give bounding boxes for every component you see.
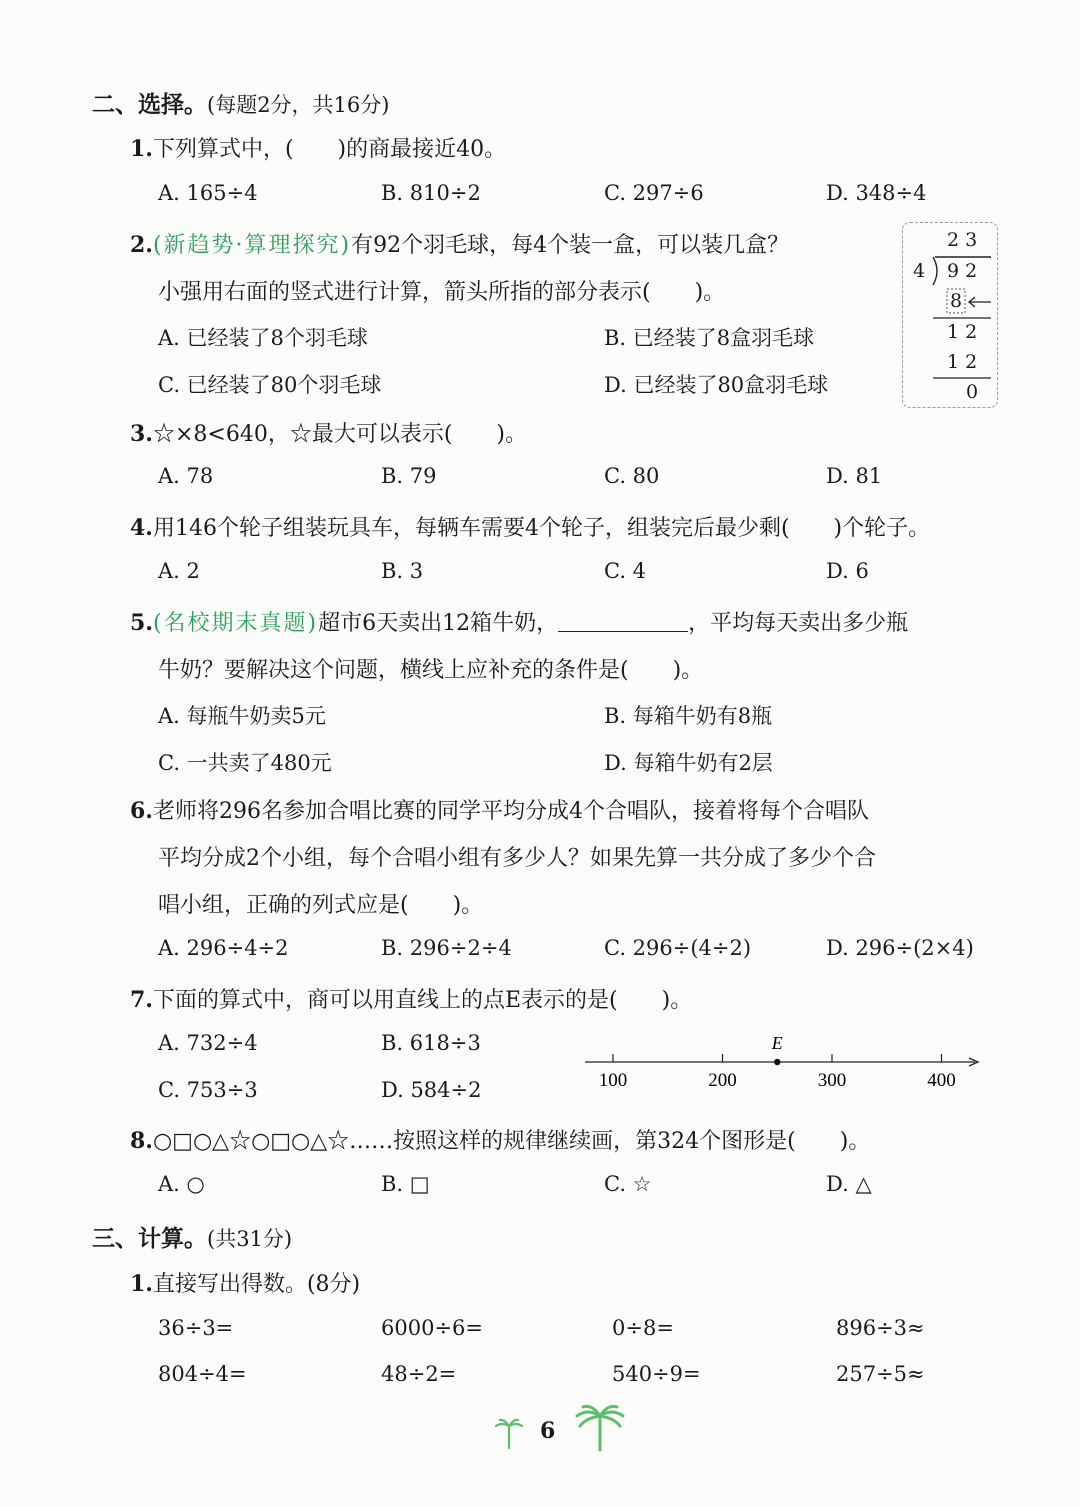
- q1-option-c[interactable]: C. 297÷6: [604, 181, 704, 205]
- division-step-3: 1 2: [947, 351, 978, 373]
- q5-option-b[interactable]: B. 每箱牛奶有8瓶: [604, 704, 773, 728]
- division-lines: [903, 223, 999, 409]
- question-number: 8.: [130, 1128, 153, 1154]
- section-3-header: [92, 1220, 292, 1253]
- q4-option-d[interactable]: D. 6: [826, 559, 869, 583]
- question-4: [130, 511, 930, 542]
- calc-item[interactable]: 540÷9=: [612, 1362, 701, 1386]
- q1-option-d[interactable]: D. 348÷4: [826, 181, 927, 205]
- question-tag: (新趋势·算理探究): [152, 233, 352, 258]
- calc-item[interactable]: 0÷8=: [612, 1316, 674, 1340]
- question-number: 1.: [130, 136, 153, 162]
- question-number: 2.: [130, 232, 153, 258]
- q7-option-c[interactable]: C. 753÷3: [158, 1078, 258, 1102]
- q3-option-c[interactable]: C. 80: [604, 464, 660, 488]
- answer-blank-line[interactable]: [558, 609, 688, 632]
- calc-question-1: [130, 1267, 360, 1298]
- question-text: 老师将296名参加合唱比赛的同学平均分成4个合唱队，接着将每个合唱队: [152, 799, 869, 824]
- long-division-figure: [902, 222, 998, 408]
- q3-option-b[interactable]: B. 79: [381, 464, 437, 488]
- q2-option-b[interactable]: B. 已经装了8盒羽毛球: [604, 326, 815, 350]
- point-e-label: E: [771, 1033, 783, 1053]
- question-text-cont: ，平均每天卖出多少瓶: [688, 611, 909, 636]
- question-text: 用146个轮子组装玩具车，每辆车需要4个轮子，组装完后最少剩( )个轮子。: [152, 516, 931, 541]
- q1-option-b[interactable]: B. 810÷2: [381, 181, 481, 205]
- calc-item[interactable]: 257÷5≈: [836, 1362, 925, 1386]
- question-text: 直接写出得数。(8分): [152, 1272, 361, 1297]
- division-step-2: 1 2: [947, 321, 978, 343]
- section-3-title: 计算。: [138, 1225, 207, 1252]
- q2-option-c[interactable]: C. 已经装了80个羽毛球: [158, 373, 382, 397]
- question-5: [130, 606, 908, 637]
- question-text: ☆×8<640，☆最大可以表示( )。: [152, 422, 527, 447]
- question-6-line-3: 唱小组，正确的列式应是( )。: [158, 893, 484, 918]
- question-text: ○□○△☆○□○△☆……按照这样的规律继续画，第324个图形是( )。: [152, 1129, 871, 1154]
- number-line-tick-label: 300: [817, 1070, 847, 1091]
- question-2: [130, 228, 789, 259]
- point-e-marker: [774, 1059, 780, 1065]
- section-3-note: (共31分): [207, 1227, 293, 1251]
- section-2-note: (每题2分，共16分): [207, 93, 390, 117]
- question-text: 超市6天卖出12箱牛奶，: [318, 611, 559, 636]
- question-8: [130, 1124, 870, 1155]
- page-number: 6: [540, 1418, 556, 1444]
- division-dividend: 9 2: [947, 260, 978, 282]
- calc-item[interactable]: 6000÷6=: [381, 1316, 483, 1340]
- question-3: [130, 417, 527, 448]
- question-2-line-2: 小强用右面的竖式进行计算，箭头所指的部分表示( )。: [158, 280, 726, 305]
- calc-item[interactable]: 36÷3=: [158, 1316, 234, 1340]
- division-remainder: 0: [966, 381, 979, 403]
- q8-option-a[interactable]: A. ○: [158, 1172, 205, 1196]
- question-text: 下面的算式中，商可以用直线上的点E表示的是( )。: [152, 988, 693, 1013]
- division-step-1: 8: [950, 290, 963, 312]
- section-2-title: 选择。: [138, 91, 207, 118]
- question-6: [130, 794, 869, 825]
- q3-option-a[interactable]: A. 78: [158, 464, 214, 488]
- large-palm-icon: [574, 1404, 626, 1452]
- number-line: [585, 1030, 985, 1094]
- division-quotient: 2 3: [947, 229, 978, 251]
- q8-option-c[interactable]: C. ☆: [604, 1172, 652, 1196]
- small-palm-icon: [494, 1418, 524, 1450]
- q2-option-a[interactable]: A. 已经装了8个羽毛球: [158, 326, 368, 350]
- q7-option-a[interactable]: A. 732÷4: [158, 1031, 258, 1055]
- division-divisor: 4: [913, 260, 926, 282]
- q8-option-b[interactable]: B. □: [381, 1172, 430, 1196]
- q8-option-d[interactable]: D. △: [826, 1172, 872, 1196]
- calc-item[interactable]: 896÷3≈: [836, 1316, 925, 1340]
- q7-option-b[interactable]: B. 618÷3: [381, 1031, 481, 1055]
- question-number: 3.: [130, 421, 153, 447]
- question-5-line-2: 牛奶？要解决这个问题，横线上应补充的条件是( )。: [158, 658, 704, 683]
- q5-option-d[interactable]: D. 每箱牛奶有2层: [604, 751, 773, 775]
- q1-option-a[interactable]: A. 165÷4: [158, 181, 258, 205]
- calc-item[interactable]: 48÷2=: [381, 1362, 457, 1386]
- q6-option-d[interactable]: D. 296÷(2×4): [826, 936, 974, 960]
- q5-option-c[interactable]: C. 一共卖了480元: [158, 751, 332, 775]
- question-text: 下列算式中，( )的商最接近40。: [152, 137, 507, 162]
- section-3-number: 三、: [92, 1225, 138, 1252]
- question-tag: (名校期末真题): [152, 611, 319, 636]
- q4-option-c[interactable]: C. 4: [604, 559, 647, 583]
- q7-option-d[interactable]: D. 584÷2: [381, 1078, 482, 1102]
- q5-option-a[interactable]: A. 每瓶牛奶卖5元: [158, 704, 326, 728]
- q4-option-a[interactable]: A. 2: [158, 559, 200, 583]
- question-number: 7.: [130, 987, 153, 1013]
- question-7: [130, 983, 692, 1014]
- number-line-tick-label: 100: [598, 1070, 628, 1091]
- q4-option-b[interactable]: B. 3: [381, 559, 424, 583]
- q6-option-b[interactable]: B. 296÷2÷4: [381, 936, 512, 960]
- calc-item[interactable]: 804÷4=: [158, 1362, 247, 1386]
- q6-option-a[interactable]: A. 296÷4÷2: [158, 936, 289, 960]
- question-number: 1.: [130, 1271, 153, 1297]
- question-1: [130, 132, 506, 163]
- number-line-tick-label: 200: [708, 1070, 737, 1091]
- section-2-header: [92, 86, 389, 119]
- number-line-tick-label: 400: [927, 1070, 956, 1091]
- question-number: 6.: [130, 798, 153, 824]
- question-text: 有92个羽毛球，每4个装一盒，可以装几盒？: [351, 233, 790, 258]
- q2-option-d[interactable]: D. 已经装了80盒羽毛球: [604, 373, 829, 397]
- q6-option-c[interactable]: C. 296÷(4÷2): [604, 936, 752, 960]
- question-number: 5.: [130, 610, 153, 636]
- section-2-number: 二、: [92, 91, 138, 118]
- question-number: 4.: [130, 515, 153, 541]
- q3-option-d[interactable]: D. 81: [826, 464, 883, 488]
- question-6-line-2: 平均分成2个小组，每个合唱小组有多少人？如果先算一共分成了多少个合: [158, 846, 876, 871]
